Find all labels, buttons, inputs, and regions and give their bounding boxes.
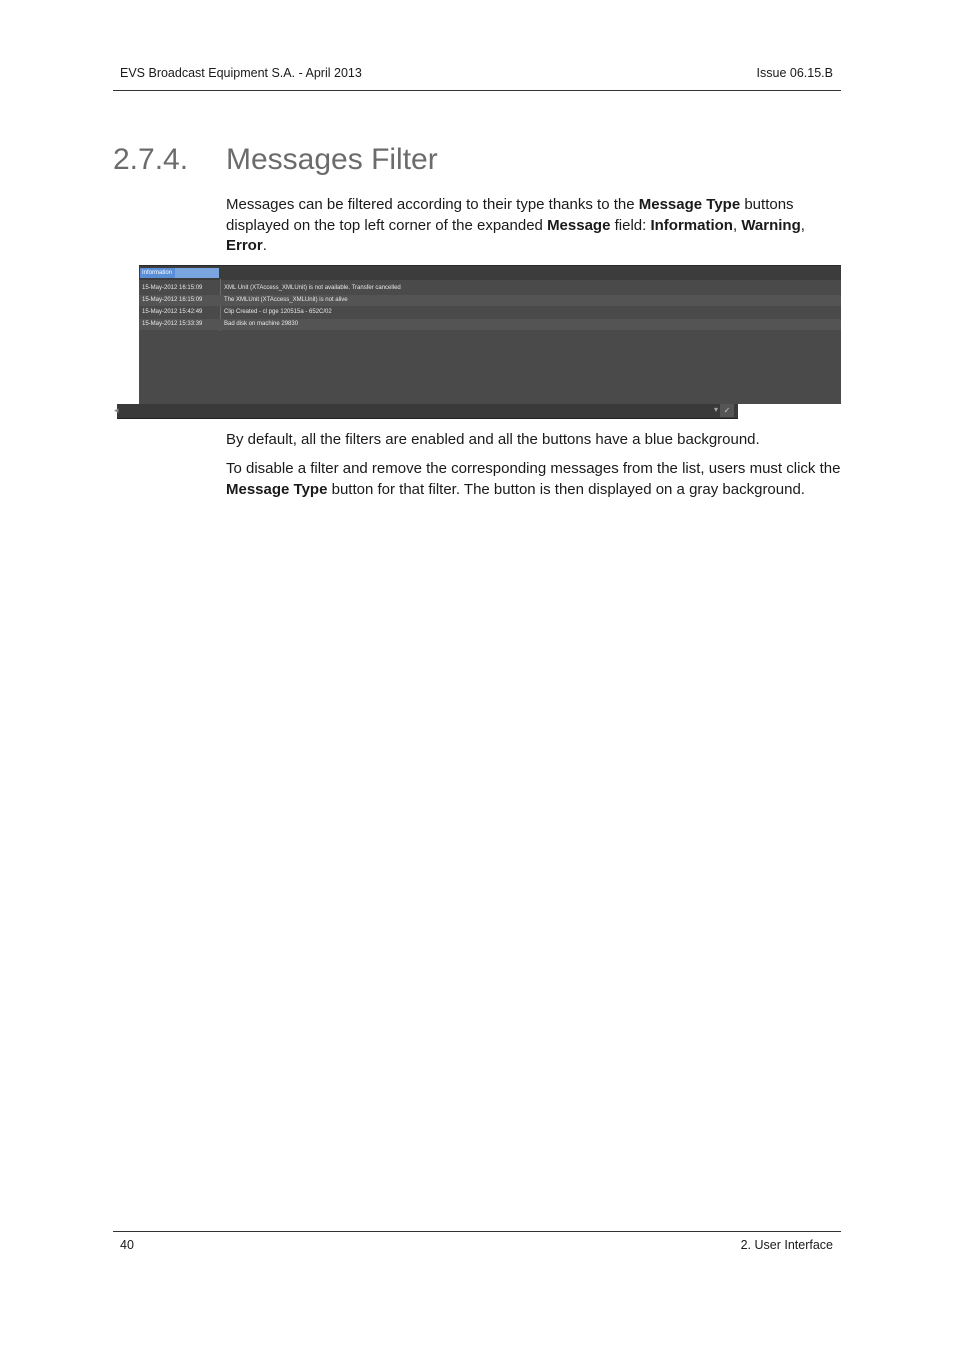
message-text: The XMLUnit (XTAccess_XMLUnit) is not alive — [224, 297, 348, 303]
collapse-arrow-icon[interactable]: ◂ — [114, 405, 119, 415]
header-rule — [113, 90, 841, 91]
message-type-tabs — [139, 265, 841, 280]
header-right: Issue 06.15.B — [756, 66, 833, 80]
footer-chapter: 2. User Interface — [740, 1238, 833, 1252]
intro-paragraph: Messages can be filtered according to their type thanks to the Message Type buttons displayed on the top left corner of the expanded Message field: Information, Warning, Error. — [226, 196, 805, 254]
message-row — [139, 319, 841, 330]
message-row — [139, 283, 841, 294]
page-number: 40 — [120, 1238, 134, 1252]
information-tab[interactable]: Information — [140, 268, 176, 278]
message-text: Clip Created - cl pge 120515a - 652C/02 — [224, 309, 332, 315]
section-title: Messages Filter — [226, 143, 438, 176]
message-row — [139, 307, 841, 318]
disable-paragraph: To disable a filter and remove the corresponding messages from the list, users must click the Message Type button for that filter. The button is then displayed on a gray background. — [226, 460, 841, 498]
default-paragraph: By default, all the filters are enabled and all the buttons have a blue background. — [226, 431, 760, 448]
warning-tab[interactable] — [175, 268, 201, 278]
chevron-down-icon[interactable]: ▾ — [713, 405, 718, 414]
message-date: 15-May-2012 15:42:49 — [142, 309, 203, 315]
message-row — [139, 295, 841, 306]
messages-screenshot — [139, 265, 841, 404]
message-date: 15-May-2012 16:15:09 — [142, 297, 203, 303]
section-number: 2.7.4. — [113, 143, 189, 176]
message-date: 15-May-2012 15:33:39 — [142, 321, 203, 327]
message-date: 15-May-2012 16:15:09 — [142, 285, 203, 291]
message-text: XML Unit (XTAccess_XMLUnit) is not available. Transfer cancelled — [224, 285, 401, 291]
error-tab[interactable] — [200, 268, 219, 278]
message-field-bar[interactable] — [114, 404, 738, 419]
header-left: EVS Broadcast Equipment S.A. - April 2013 — [120, 66, 362, 80]
check-icon[interactable]: ✓ — [720, 404, 734, 417]
message-text: Bad disk on machine 29830 — [224, 321, 299, 327]
footer-rule — [113, 1231, 841, 1232]
